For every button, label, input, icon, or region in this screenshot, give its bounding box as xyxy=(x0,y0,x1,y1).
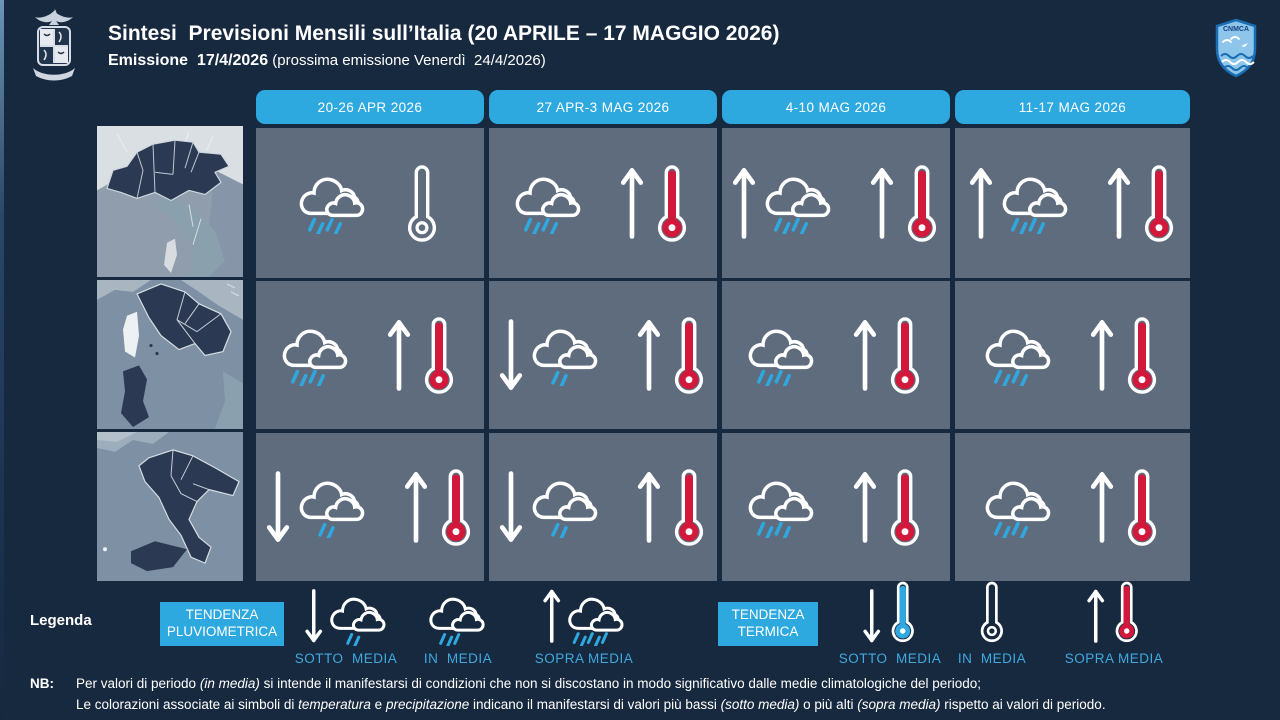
forecast-cell xyxy=(489,281,717,429)
rain-cloud-icon xyxy=(765,172,833,234)
rain-cloud-icon xyxy=(985,324,1053,386)
arrow-down-icon xyxy=(265,467,291,547)
forecast-cell xyxy=(722,128,950,278)
rain-cloud-icon xyxy=(532,324,600,386)
page-title: Sintesi Previsioni Mensili sull’Italia (20 APRILE – 17 MAGGIO 2026) xyxy=(108,22,780,45)
note-label: NB: xyxy=(30,676,54,691)
rain-cloud-icon xyxy=(748,324,816,386)
legend-label: SOPRA MEDIA xyxy=(1064,651,1164,666)
emission-subtitle xyxy=(108,52,546,70)
forecast-cell xyxy=(489,433,717,581)
legend-box-termica xyxy=(718,602,818,646)
arrow-up-icon xyxy=(1089,467,1115,547)
arrow-up-icon xyxy=(636,467,662,547)
arrow-up-icon xyxy=(403,467,429,547)
rain-cloud-icon xyxy=(568,593,626,646)
arrow-down-icon xyxy=(304,586,324,646)
arrow-up-icon xyxy=(386,315,412,395)
thermo-blue-icon xyxy=(888,577,918,646)
legend-item-termica-sopra xyxy=(1065,586,1164,666)
week-header-3: 4-10 MAG 2026 xyxy=(722,90,950,124)
legend-item-termica-sotto xyxy=(839,586,942,666)
thermo-red-icon xyxy=(1123,311,1161,399)
arrow-up-icon xyxy=(1106,163,1132,243)
legend-icons xyxy=(1086,586,1142,646)
forecast-cell xyxy=(256,128,484,278)
legend-item-pluvio-sopra xyxy=(535,586,634,666)
week-header-4: 11-17 MAG 2026 xyxy=(955,90,1190,124)
rain-cloud-icon xyxy=(330,593,388,646)
arrow-up-icon xyxy=(731,163,757,243)
rain-cloud-icon xyxy=(532,476,600,538)
legend-box-line: TENDENZA xyxy=(185,607,259,623)
legend-icons xyxy=(542,586,626,646)
arrow-up-icon xyxy=(1086,586,1106,646)
thermo-white-icon xyxy=(977,577,1007,646)
thermo-red-icon xyxy=(886,311,924,399)
rain-cloud-icon xyxy=(985,476,1053,538)
thermo-red-icon xyxy=(1112,577,1142,646)
aeronautica-militare-emblem-icon xyxy=(28,8,80,88)
arrow-up-icon xyxy=(619,163,645,243)
rain-cloud-icon xyxy=(282,324,350,386)
arrow-up-icon xyxy=(852,315,878,395)
forecast-cell xyxy=(955,433,1190,581)
legend-box-line: TENDENZA xyxy=(731,607,805,623)
note-line-2: Le colorazioni associate ai simboli di temperatura e precipitazione indicano il manifestarsi di valori più bassi (sotto media) o più alti (sopra media) rispetto ai valori di periodo. xyxy=(76,696,1106,712)
rain-cloud-icon xyxy=(299,172,367,234)
legend-icons xyxy=(862,586,918,646)
note-line-1: Per valori di periodo (in media) si intende il manifestarsi di condizioni che non si discostano in modo significativo dalle medie climatologiche del periodo; xyxy=(76,676,982,691)
forecast-cell xyxy=(722,433,950,581)
note-label-spacer xyxy=(30,695,76,716)
emission-date: Emissione 17/4/2026 xyxy=(108,52,269,69)
map-italia-centro xyxy=(97,280,243,429)
arrow-up-icon xyxy=(968,163,994,243)
cnmca-text: CNMCA xyxy=(1222,26,1250,33)
arrow-up-icon xyxy=(852,467,878,547)
arrow-up-icon xyxy=(869,163,895,243)
rain-cloud-icon xyxy=(515,172,583,234)
legend-title: Legenda xyxy=(30,612,92,629)
thermo-red-icon xyxy=(653,159,691,247)
legend-icons xyxy=(977,586,1007,646)
week-header-1: 20-26 APR 2026 xyxy=(256,90,484,124)
arrow-up-icon xyxy=(636,315,662,395)
arrow-up-icon xyxy=(1089,315,1115,395)
thermo-red-icon xyxy=(670,311,708,399)
thermo-red-icon xyxy=(1123,463,1161,551)
forecast-cell xyxy=(722,281,950,429)
legend-icons xyxy=(304,586,388,646)
thermo-red-icon xyxy=(437,463,475,551)
legend-label: SOPRA MEDIA xyxy=(534,651,634,666)
forecast-cell xyxy=(256,433,484,581)
legend-item-pluvio-in xyxy=(424,586,492,666)
thermo-red-icon xyxy=(420,311,458,399)
legend-icons xyxy=(429,586,487,646)
legend-box-line: PLUVIOMETRICA xyxy=(166,624,278,639)
forecast-cell xyxy=(955,128,1190,278)
next-emission: (prossima emissione Venerdì 24/4/2026) xyxy=(268,52,546,69)
rain-cloud-icon xyxy=(299,476,367,538)
legend-item-termica-in xyxy=(958,586,1026,666)
rain-cloud-icon xyxy=(429,593,487,646)
legend-box-line: TERMICA xyxy=(737,624,799,639)
legend-label: SOTTO MEDIA xyxy=(838,651,942,666)
rain-cloud-icon xyxy=(748,476,816,538)
thermo-white-icon xyxy=(403,159,441,247)
map-italia-nord xyxy=(97,126,243,277)
week-header-2: 27 APR-3 MAG 2026 xyxy=(489,90,717,124)
note-block xyxy=(30,674,1260,716)
legend-label: SOTTO MEDIA xyxy=(294,651,398,666)
rain-cloud-icon xyxy=(1002,172,1070,234)
forecast-cell xyxy=(489,128,717,278)
arrow-down-icon xyxy=(498,467,524,547)
legend-label: IN MEDIA xyxy=(423,651,493,666)
legend-label: IN MEDIA xyxy=(957,651,1027,666)
thermo-red-icon xyxy=(1140,159,1178,247)
forecast-cell xyxy=(256,281,484,429)
forecast-cell xyxy=(955,281,1190,429)
thermo-red-icon xyxy=(903,159,941,247)
arrow-up-icon xyxy=(542,586,562,646)
legend-box-pluviometrica xyxy=(160,602,284,646)
left-edge-accent xyxy=(0,0,4,720)
cnmca-badge-icon xyxy=(1213,18,1259,78)
thermo-red-icon xyxy=(886,463,924,551)
legend-item-pluvio-sotto xyxy=(295,586,398,666)
map-italia-sud xyxy=(97,432,243,581)
arrow-down-icon xyxy=(498,315,524,395)
thermo-red-icon xyxy=(670,463,708,551)
arrow-down-icon xyxy=(862,586,882,646)
